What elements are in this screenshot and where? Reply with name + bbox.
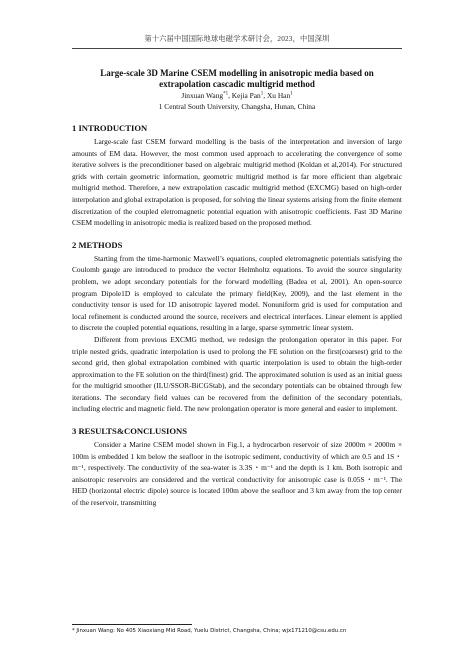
footnote: * Jinxuan Wang: No 405 Xiaoxiang Mid Road, Yuelu District, Changsha, China; wjx171210@csu.edu.cn [72,628,347,634]
footnote-divider [72,624,192,625]
author-2-affil-mark: 1 [260,91,264,97]
title-line-1: Large-scale 3D Marine CSEM modelling in anisotropic media based on [100,68,374,78]
author-1-affil-mark: *1 [223,91,229,97]
section-heading-methods: 2 METHODS [72,239,123,250]
author-list [72,90,402,101]
introduction-paragraph: Large-scale fast CSEM forward modelling is the basis of the interpretation and inversion of large amounts of EM data. However, the most common used approach to accelerating the convergence of some iterative solvers is the preconditioner based on algebraic multigrid method (Koldan et al,2014). For structured grids with certain geometric information, geometric multigrid method is far more efficient than algebraic multigrid method. Therefore, a new extrapolation cascadic multigrid method (EXCMG) based on high-order interpolation and global extrapolation is proposed, for solving the linear systems arising from the finite element discretization of the coupled eletromagnetic potential equation with anisotropic coefficients. Fast 3D Marine CSEM modelling in anisotropic media is realized based on the proposed method. [72,137,402,228]
results-paragraph-1: Consider a Marine CSEM model shown in Fig.1, a hydrocarbon reservoir of size 2000m × 2000m × 100m is embedded 1 km below the seafloor in the isotropic sediment, conductivity of which are 0.5 and 1S・m⁻¹, respectively. The conductivity of the sea-water is 3.3S・m⁻¹ and the depth is 1 km. Both isotropic and anisotropic reservoirs are considered and the vertical conductivity for anisotropic case is 0.05S・m⁻¹. The HED (horizontal electric dipole) source is located 100m above the seafloor and 3 km away from the top center of the reservoir, transmitting [72,440,402,508]
author-3-affil-mark: 1 [290,91,293,97]
paper-title [72,68,402,90]
methods-paragraph-2: Different from previous EXCMG method, we redesign the prolongation operator in this paper. For triple nested grids, quadratic interpolation is used to prolong the FE solution on the first(coarsest) grid to the second grid, then global extrapolation combined with quartic interpolation is used to obtain the high-order approximation to the FE solution on the third(finest) grid. The approximated solution is used as an initial guess for the multigrid smoother (ILU/SSOR-BiCGStab), and the secondary potentials can be obtained through few iterations. The secondary field values can be recovered from the definition of the secondary potentials, including electric and magnetic field. The new prolongation operator is more general and easier to implement. [72,334,402,414]
affiliation: 1 Central South University, Changsha, Hunan, China [158,102,316,111]
paper-body [72,68,402,509]
title-line-2: extrapolation cascadic multigrid method [159,79,315,89]
section-heading-results: 3 RESULTS&CONCLUSIONS [72,426,188,437]
author-3: , Xu Han [263,91,291,100]
author-2: , Kejia Pan [228,91,261,100]
methods-paragraph-1: Starting from the time-harmonic Maxwell’s equations, coupled eletromagnetic potentials satisfying the Coulomb gauge are introduced to produce the vector Helmholtz equations. To avoid the source singularity problem, we adopt secondary potentials for the forward modelling (Badea et al, 2001). An open-source program Dipole1D is employed to calculate the primary field(Key, 2009), and the last element in the conductivity tensor is used for 1D anisotropic layered model. Nonuniform grid is used for computation and local refinement is conducted around the source, receivers and electrical interfaces. Linear element is applied to discrete the coupled potential equations, resulting in a large, sparse symmetric linear system. [72,253,402,333]
author-1: Jinxuan Wang [181,91,224,100]
section-heading-introduction: 1 INTRODUCTION [72,123,148,133]
running-head: 第十六届中国国际地球电磁学术研讨会，2023，中国深圳 [72,34,402,49]
